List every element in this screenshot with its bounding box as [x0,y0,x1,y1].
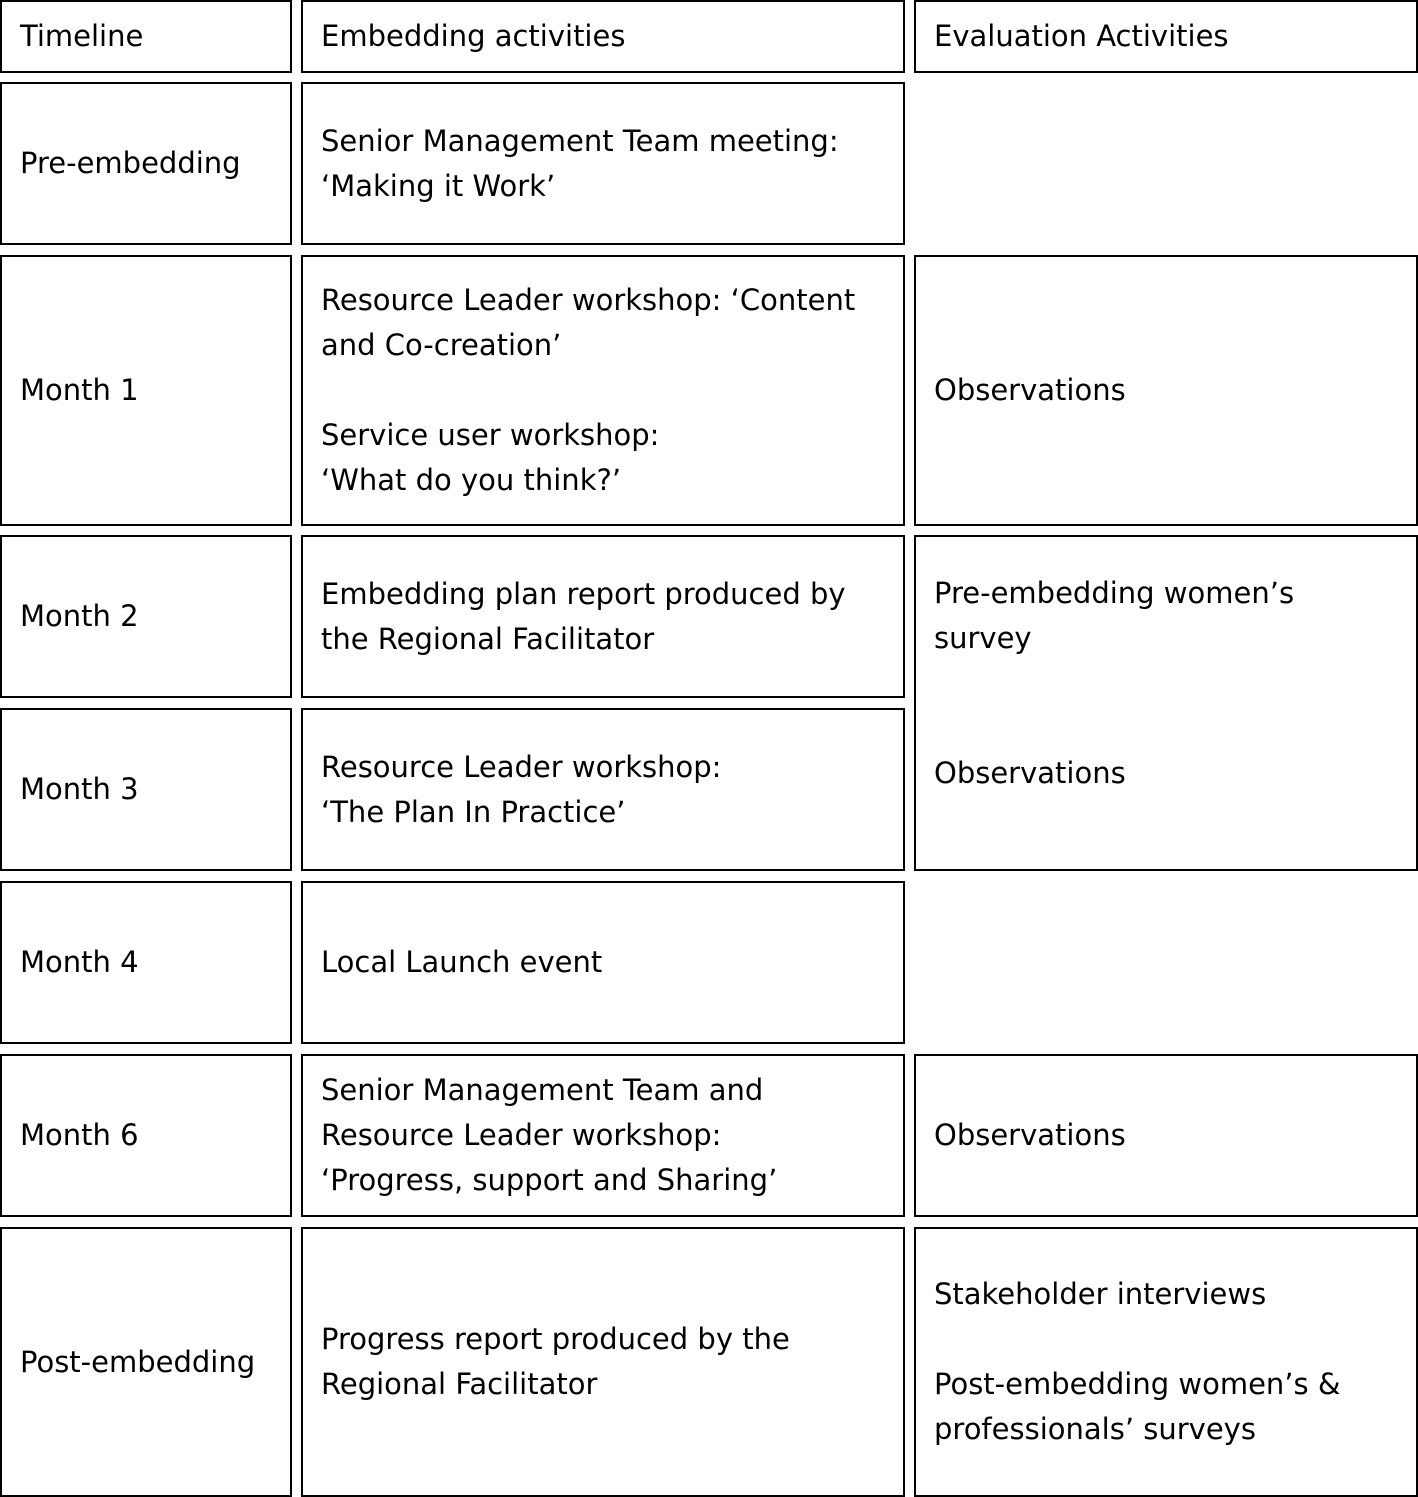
embedding-activity: Local Launch event [321,945,603,979]
timeline-label: Pre-embedding [20,146,241,180]
timeline-cell-month-2 [0,535,292,698]
embedding-cell-pre-embedding [301,82,905,245]
header-embedding-cell [301,0,905,73]
embedding-cell-post-embedding [301,1227,905,1497]
timeline-cell-month-6 [0,1054,292,1217]
timeline-cell-month-4 [0,881,292,1044]
timeline-cell-month-3 [0,708,292,871]
embedding-cell-month-6 [301,1054,905,1217]
evaluation-cell-month-2-3 [914,535,1418,871]
header-evaluation-cell [914,0,1418,73]
timeline-cell-month-1 [0,255,292,526]
timeline-label: Month 2 [20,599,139,633]
header-evaluation: Evaluation Activities [934,19,1229,53]
embedding-activity: Progress report produced by the Regional Facilitator [321,1322,790,1401]
embedding-activity: Resource Leader workshop: ‘Content and Co-creation’ Service user workshop: ‘What do you think?’ [321,283,856,497]
header-embedding: Embedding activities [321,19,626,53]
evaluation-activity: Pre-embedding women’s survey Observations [934,576,1295,790]
evaluation-activity: Stakeholder interviews Post-embedding women’s & professionals’ surveys [934,1277,1341,1446]
evaluation-cell-post-embedding [914,1227,1418,1497]
embedding-cell-month-4 [301,881,905,1044]
embedding-cell-month-1 [301,255,905,526]
timeline-cell-post-embedding [0,1227,292,1497]
timeline-label: Month 4 [20,945,139,979]
timeline-label: Month 3 [20,772,139,806]
header-timeline: Timeline [20,19,144,53]
embedding-cell-month-3 [301,708,905,871]
timeline-label: Month 1 [20,373,139,407]
embedding-activity: Senior Management Team and Resource Leader workshop: ‘Progress, support and Sharing’ [321,1073,778,1197]
embedding-activity: Embedding plan report produced by the Regional Facilitator [321,576,846,656]
evaluation-activity: Observations [934,1118,1126,1152]
evaluation-cell-month-1 [914,255,1418,526]
evaluation-cell-month-6 [914,1054,1418,1217]
embedding-activity: Senior Management Team meeting: ‘Making it Work’ [321,123,839,203]
timeline-label: Post-embedding [20,1344,256,1379]
timeline-label: Month 6 [20,1118,139,1152]
embedding-activity: Resource Leader workshop: ‘The Plan In Practice’ [321,749,722,829]
header-timeline-cell [0,0,292,73]
evaluation-activity: Observations [934,373,1126,407]
timeline-cell-pre-embedding [0,82,292,245]
embedding-cell-month-2 [301,535,905,698]
